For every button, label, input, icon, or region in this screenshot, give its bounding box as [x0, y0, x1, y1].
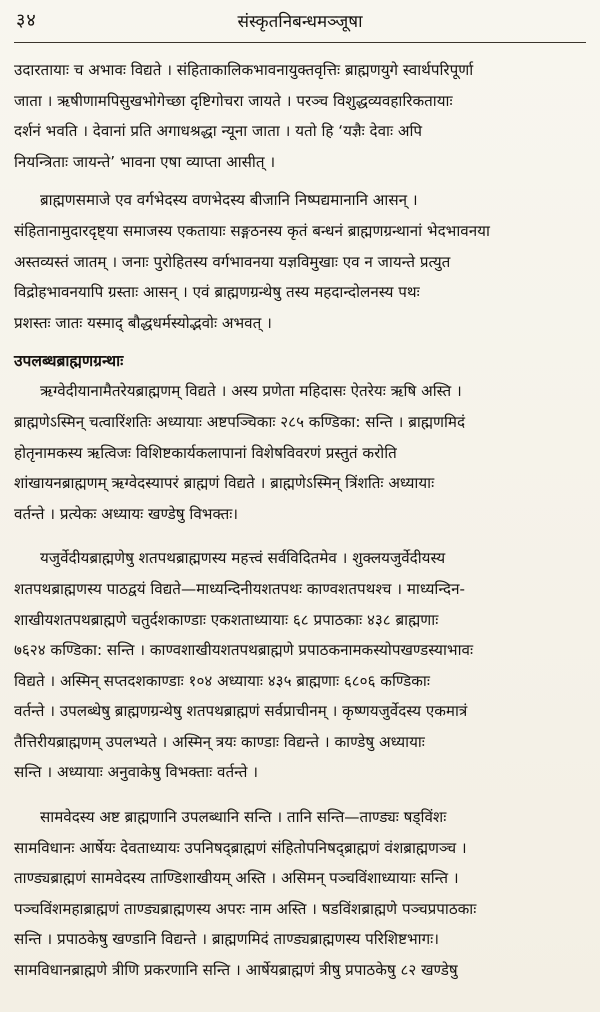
- text-line: ब्राह्मणसमाजे एव वर्गभेदस्य वणभेदस्य बीजानि निष्पद्यमानानि आसन् ।: [40, 191, 418, 210]
- text-line: उदारतायाः च अभावः विद्यते । संहिताकालिकभावनायुक्तवृत्तिः ब्राह्मणयुगे स्वार्थपरिपूर्णा: [14, 61, 474, 79]
- text-line: सामविधानः आर्षेयः देवताध्यायः उपनिषद्ब्राह्मणं संहितोपनिषद्ब्राह्मणं वंशब्राह्मणञ्च ।: [14, 838, 467, 857]
- text-line: तैत्तिरीयब्राह्मणम् उपलभ्यते । अस्मिन् त्रयः काण्डाः विद्यन्ते । काण्डेषु अध्यायाः: [14, 732, 425, 751]
- text-line: होतृनामकस्य ऋत्विजः विशिष्टकार्यकलापानां विशेषविवरणं प्रस्तुतं करोति: [14, 443, 397, 462]
- section-heading: उपलब्धब्राह्मणग्रन्थाः: [14, 352, 124, 371]
- text-line: ऋग्वेदीयानामैतरेयब्राह्मणम् विद्यते । अस्य प्रणेता महिदासः ऐतरेयः ऋषि अस्ति ।: [40, 382, 462, 401]
- text-line: जाता । ऋषीणामपिसुखभोगेच्छा दृष्टिगोचरा जायते । परञ्च विशुद्धव्यवहारिकतायाः: [14, 91, 453, 110]
- running-head: [14, 4, 586, 43]
- text-line: ब्राह्मणेऽस्मिन् चत्वारिंशतिः अध्यायाः अष्टपञ्चिकाः २८५ कण्डिका: सन्ति । ब्राह्मणमिदं: [14, 412, 466, 431]
- book-title: संस्कृतनिबन्धमञ्जूषा: [237, 12, 363, 32]
- text-line: यजुर्वेदीयब्राह्मणेषु शतपथब्राह्मणस्य महत्त्वं सर्वविदितमेव । शुक्लयजुर्वेदीयस्य: [40, 549, 446, 568]
- text-line: विद्रोहभावनयापि ग्रस्ताः आसन् । एवं ब्राह्मणग्रन्थेषु तस्य महदान्दोलनस्य पथः: [14, 283, 420, 302]
- text-line: प्रशस्तः जातः यस्माद् बौद्धधर्मस्योद्भवोः अभवत् ।: [14, 313, 272, 332]
- paragraph-5: [14, 802, 586, 986]
- text-line: शतपथब्राह्मणस्य पाठद्वयं विद्यते—माध्यन्दिनीयशतपथः काण्वशतपथश्च । माध्यन्दिन-: [14, 579, 465, 598]
- text-line: सन्ति । प्रपाठकेषु खण्डानि विद्यन्ते । ब्राह्मणमिदं ताण्ड्यब्राह्मणस्य परिशिष्टभागः।: [14, 930, 439, 949]
- text-line: सामविधानब्राह्मणे त्रीणि प्रकरणानि सन्ति । आर्षेयब्राह्मणं त्रीषु प्रपाठकेषु ८२ खण्डेषु: [14, 961, 458, 980]
- text-line: दर्शनं भवति । देवानां प्रति अगाधश्रद्धा न्यूना जाता । यतो हि ‘यज्ञैः देवाः अपि: [14, 122, 423, 141]
- text-line: सामवेदस्य अष्ट ब्राह्मणानि उपलब्धानि सन्ति । तानि सन्ति—ताण्ड्यः षड्विंशः: [40, 808, 447, 827]
- text-line: ७६२४ कण्डिका: सन्ति । काण्वशाखीयशतपथब्राह्मणे प्रपाठकनामकस्योपखण्डस्याभावः: [14, 641, 474, 660]
- text-line: ताण्ड्यब्राह्मणं सामवेदस्य ताण्डिशाखीयम् अस्ति । असिमन् पञ्चविंशाध्यायाः सन्ति ।: [14, 869, 459, 888]
- text-line: नियन्त्रिताः जायन्ते’ भावना एषा व्याप्ता आसीत् ।: [14, 152, 276, 171]
- text-line: संहितानामुदारदृष्ट्या समाजस्य एकतायाः सङ्गठनस्य कृतं बन्धनं ब्राह्मणग्रन्थानां भेदभावनया: [14, 221, 490, 240]
- paragraph-4: [14, 543, 586, 788]
- text-line: शाखीयशतपथब्राह्मणे चतुर्दशकाण्डाः एकशताध्यायाः ६८ प्रपाठकाः ४३८ ब्राह्मणाः: [14, 610, 439, 629]
- text-line: पञ्चविंशमहाब्राह्मणं ताण्ड्यब्राह्मणस्य अपरः नाम अस्ति । षडविंशब्राह्मणे पञ्चप्रपाठकाः: [14, 899, 477, 918]
- paragraph-1: [14, 55, 586, 177]
- text-line: शांखायनब्राह्मणम् ऋग्वेदस्यापरं ब्राह्मणं विद्यते । ब्राह्मणेऽस्मिन् त्रिंशतिः अध्यायाः: [14, 474, 435, 493]
- paragraph-3: [14, 376, 586, 529]
- text-line: विद्यते । अस्मिन् सप्तदशकाण्डाः १०४ अध्यायाः ४३५ ब्राह्मणाः ६८०६ कण्डिकाः: [14, 671, 430, 690]
- text-line: वर्तन्ते । प्रत्येकः अध्यायः खण्डेषु विभक्तः।: [14, 504, 239, 523]
- page-number: ३४: [16, 10, 37, 31]
- text-line: अस्तव्यस्तं जातम् । जनाः पुरोहितस्य वर्गभावनया यज्ञविमुखाः एव न जायन्ते प्रत्युत: [14, 252, 451, 271]
- text-line: वर्तन्ते । उपलब्धेषु ब्राह्मणग्रन्थेषु शतपथब्राह्मणं सर्वप्राचीनम् । कृष्णयजुर्वेदस्य एकमात्रं: [14, 702, 468, 721]
- text-line: सन्ति । अध्यायाः अनुवाकेषु विभक्ताः वर्तन्ते ।: [14, 763, 259, 782]
- page-body: [14, 55, 586, 986]
- paragraph-2: [14, 185, 586, 338]
